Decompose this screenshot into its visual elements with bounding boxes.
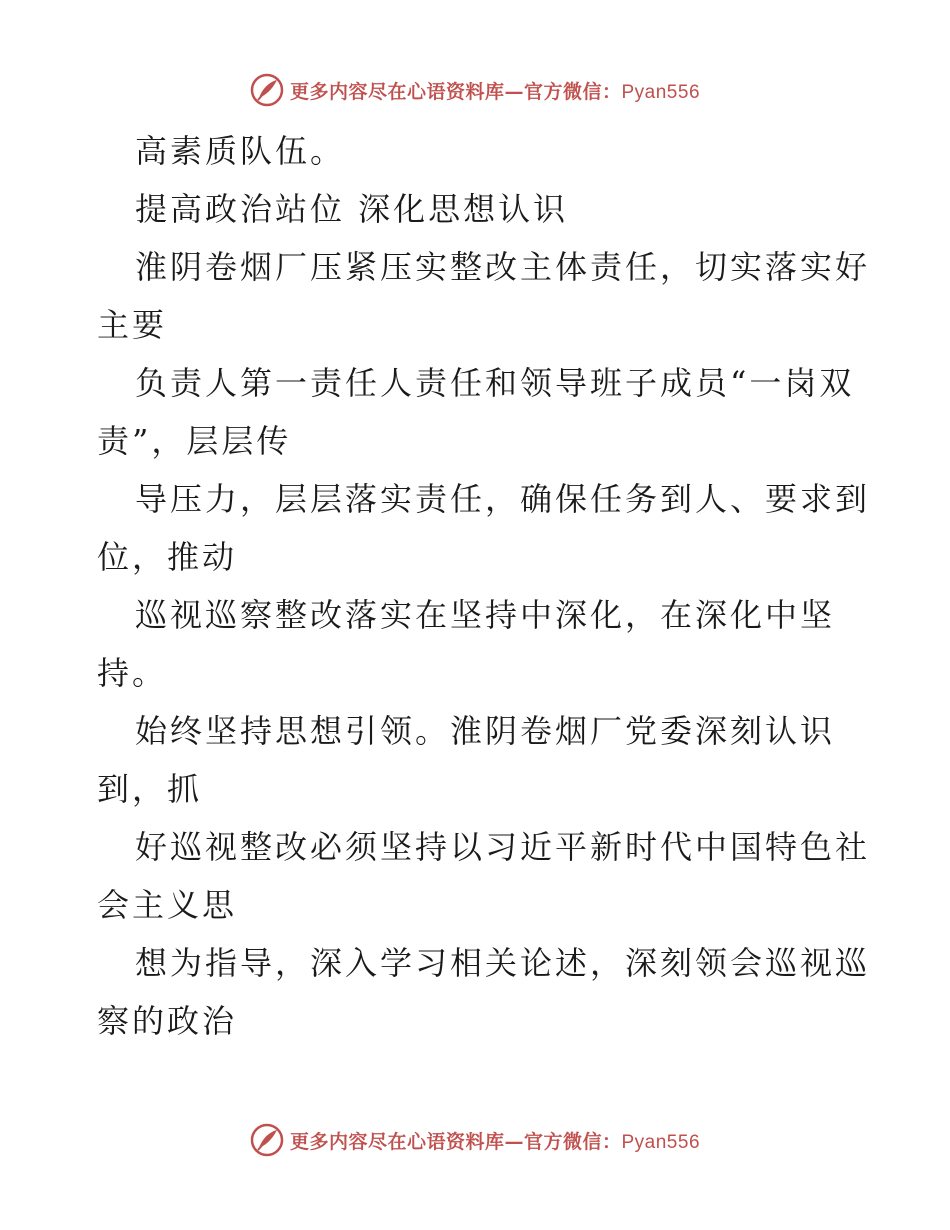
feather-pen-logo-icon — [250, 73, 284, 107]
text-line: 好巡视整改必须坚持以习近平新时代中国特色社 — [135, 828, 871, 866]
text-line: 察的政治 — [97, 1002, 238, 1040]
header-banner-handle: Pyan556 — [621, 81, 701, 103]
text-line: 淮阴卷烟厂压紧压实整改主体责任，切实落实好 — [135, 248, 871, 286]
text-line: 主要 — [97, 306, 168, 344]
header-banner — [0, 70, 950, 110]
footer-banner-text — [290, 1127, 700, 1154]
text-line: 位，推动 — [97, 538, 238, 576]
text-line: 巡视巡察整改落实在坚持中深化，在深化中坚 — [135, 596, 836, 634]
text-line: 高素质队伍。 — [135, 132, 346, 170]
footer-banner-label: 更多内容尽在心语资料库—官方微信： — [289, 1130, 622, 1153]
text-line: 想为指导，深入学习相关论述，深刻领会巡视巡 — [135, 944, 871, 982]
footer-banner — [0, 1120, 950, 1160]
text-line: 到，抓 — [97, 770, 203, 808]
feather-pen-logo-icon — [250, 1123, 284, 1157]
header-banner-text — [290, 77, 700, 104]
text-line: 负责人第一责任人责任和领导班子成员“一岗双 — [135, 364, 855, 402]
section-heading: 提高政治站位 深化思想认识 — [135, 190, 569, 228]
text-line: 导压力，层层落实责任，确保任务到人、要求到 — [135, 480, 871, 518]
text-line: 会主义思 — [97, 886, 238, 924]
text-line: 持。 — [97, 654, 168, 692]
text-line: 始终坚持思想引领。淮阴卷烟厂党委深刻认识 — [135, 712, 836, 750]
text-line: 责”，层层传 — [97, 422, 292, 460]
footer-banner-handle: Pyan556 — [621, 1131, 701, 1153]
document-body — [97, 122, 871, 1050]
header-banner-label: 更多内容尽在心语资料库—官方微信： — [289, 80, 622, 103]
